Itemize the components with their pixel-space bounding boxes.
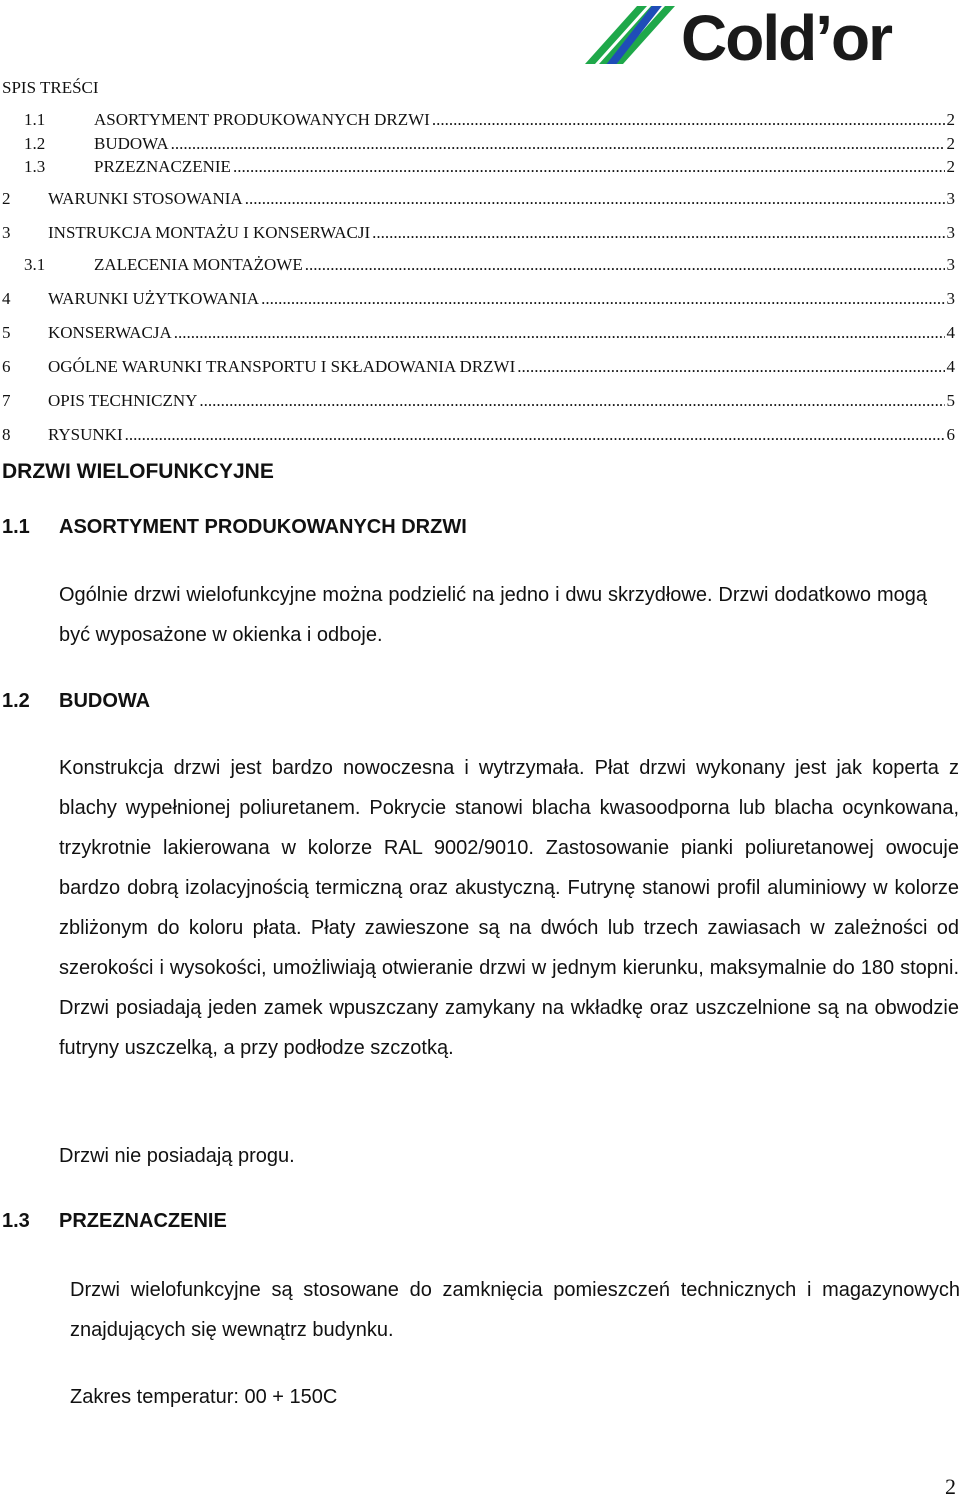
- toc-entry[interactable]: 7 OPIS TECHNICZNY ..... 5: [2, 391, 955, 415]
- page-number: 2: [945, 1474, 956, 1499]
- toc-entry[interactable]: 3 INSTRUKCJA MONTAŻU I KONSERWACJI ..... 3: [2, 223, 955, 247]
- svg-text:Cold’or: Cold’or: [681, 2, 891, 68]
- section-heading: 1.3 PRZEZNACZENIE: [2, 1210, 227, 1232]
- toc-entry[interactable]: 3.1 ZALECENIA MONTAŻOWE ..... 3: [24, 255, 955, 279]
- toc-entry[interactable]: 1.2 BUDOWA ..... 2: [24, 134, 955, 158]
- toc-entry[interactable]: 5 KONSERWACJA ..... 4: [2, 323, 955, 347]
- toc-title: SPIS TREŚCI: [2, 78, 99, 97]
- section-paragraph: Drzwi nie posiadają progu.: [59, 1145, 295, 1167]
- section-heading: 1.2 BUDOWA: [2, 690, 151, 712]
- section-heading: 1.1 ASORTYMENT PRODUKOWANYCH DRZWI: [2, 516, 467, 538]
- toc-entry[interactable]: 1.3 PRZEZNACZENIE ..... 2: [24, 157, 955, 181]
- section-paragraph: Ogólnie drzwi wielofunkcyjne można podzielić na jedno i dwu skrzydłowe. Drzwi dodatkowo mogą być wyposażone w okienka i odboje.: [59, 584, 927, 646]
- toc-entry[interactable]: 2 WARUNKI STOSOWANIA ..... 3: [2, 189, 955, 213]
- section-paragraph: Zakres temperatur: 00 + 150C: [70, 1386, 338, 1408]
- section-paragraph: Konstrukcja drzwi jest bardzo nowoczesna i wytrzymała. Płat drzwi wykonany jest jak koperta z blachy wypełnionej poliuretanem. Pokrycie stanowi blacha kwasoodporna lub blacha ocynkowana, trzykrotnie lakierowana w kolorze RAL 9002/9010. Zastosowanie pianki poliuretanowej owocuje bardzo dobrą izolacyjnością termiczną oraz akustyczną. Futrynę stanowi profil aluminiowy w kolorze zbliżonym do koloru płata. Płaty zawieszone są na dwóch lub trzech zawiasach w zależności od szerokości i wysokości, umożliwiają otwieranie drzwi w jednym kierunku, maksymalnie do 180 stopni. Drzwi posiadają jeden zamek wpuszczany zamykany na wkładkę oraz uszczelnione są na obwodzie futryny uszczelką, a przy podłodze szczotką.: [59, 757, 959, 1059]
- document-title: DRZWI WIELOFUNKCYJNE: [2, 460, 274, 483]
- toc-entry[interactable]: 8 RYSUNKI ..... 6: [2, 425, 955, 449]
- toc-entry[interactable]: 1.1 ASORTYMENT PRODUKOWANYCH DRZWI ..... 2: [24, 110, 955, 134]
- coldor-logo: [585, 2, 940, 68]
- section-paragraph: Drzwi wielofunkcyjne są stosowane do zamknięcia pomieszczeń technicznych i magazynowych znajdujących się wewnątrz budynku.: [70, 1279, 960, 1341]
- toc-entry[interactable]: 6 OGÓLNE WARUNKI TRANSPORTU I SKŁADOWANIA DRZWI ..... 4: [2, 357, 955, 381]
- toc-entry[interactable]: 4 WARUNKI UŻYTKOWANIA ..... 3: [2, 289, 955, 313]
